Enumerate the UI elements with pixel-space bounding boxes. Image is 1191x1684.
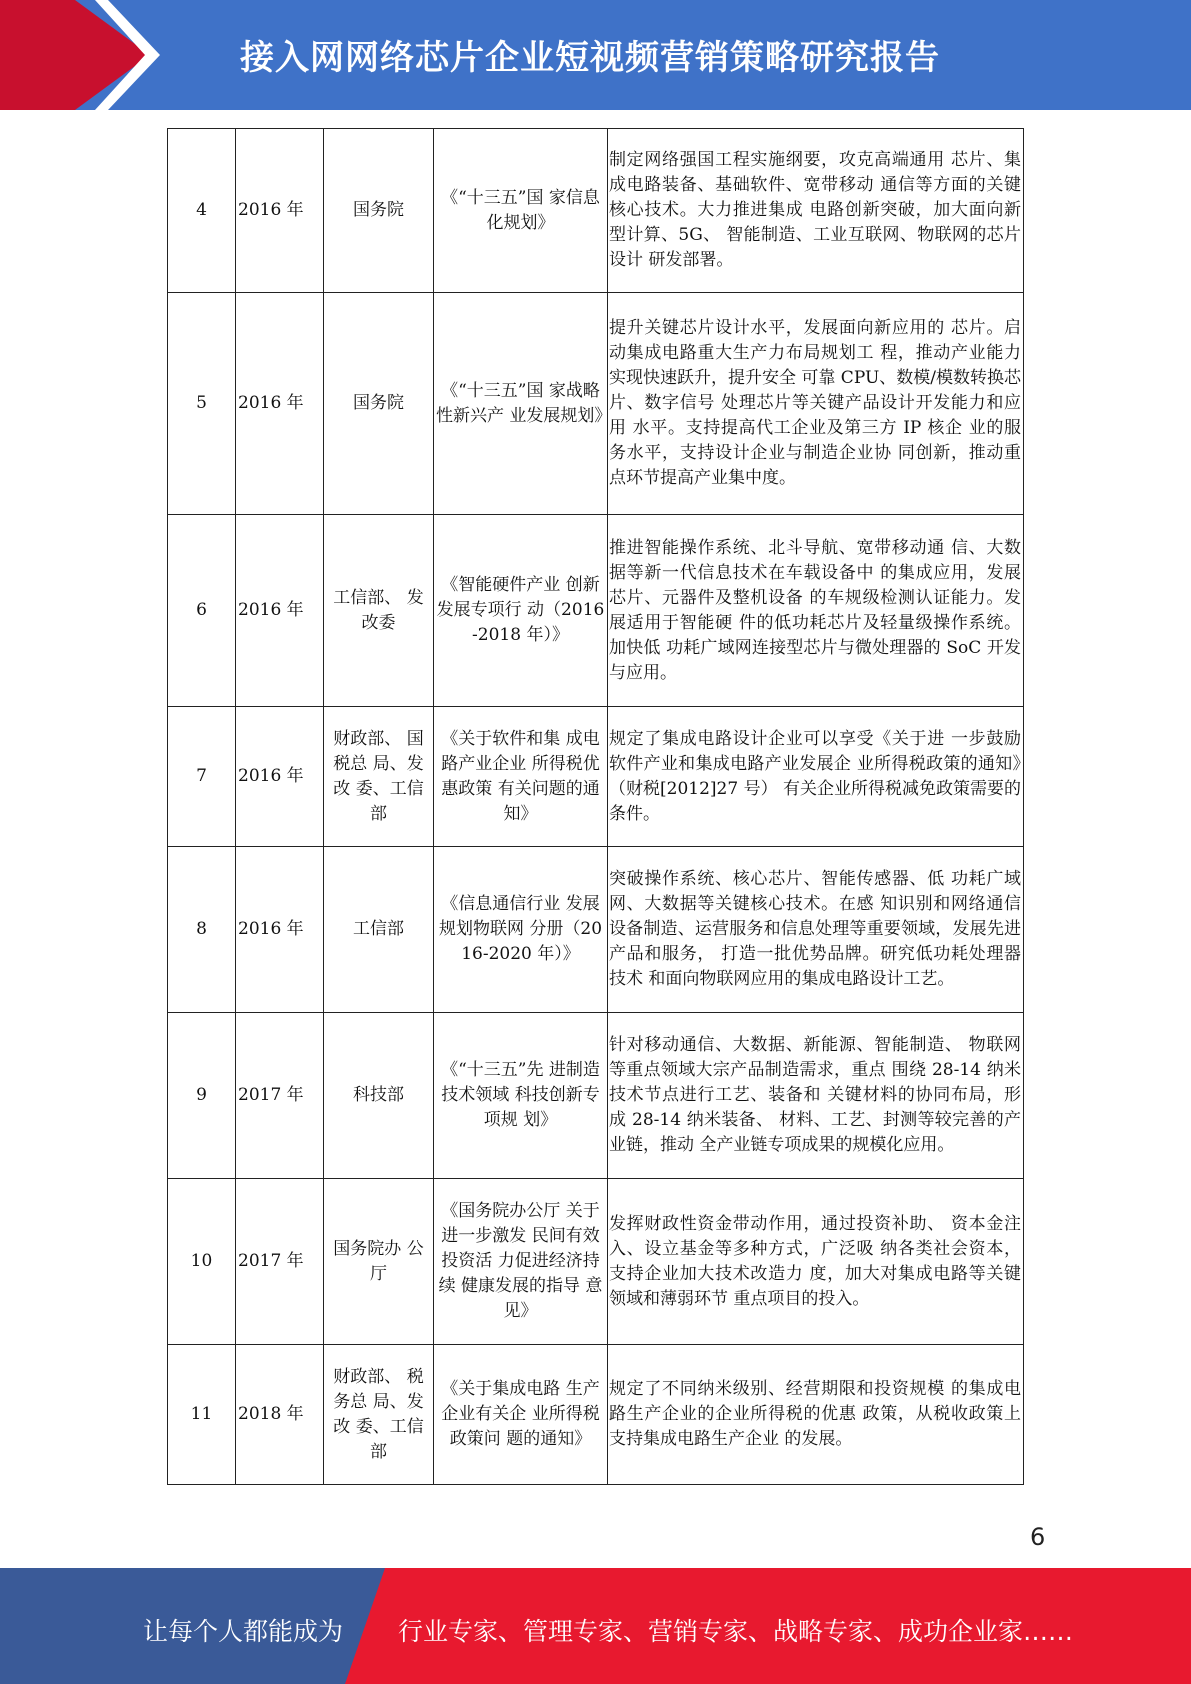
policy-table-container <box>167 128 1023 1485</box>
cell-document: 《关于软件和集 成电路产业企业 所得税优惠政策 有关问题的通 知》 <box>434 707 608 847</box>
table-row <box>168 1179 1024 1345</box>
cell-number: 10 <box>168 1179 236 1345</box>
cell-department: 国务院 <box>324 293 434 515</box>
cell-number: 5 <box>168 293 236 515</box>
cell-department: 财政部、 税务总 局、发改 委、工信 部 <box>324 1345 434 1485</box>
cell-description: 制定网络强国工程实施纲要，攻克高端通用 芯片、集成电路装备、基础软件、宽带移动 通信等方面的关键核心技术。大力推进集成 电路创新突破，加大面向新型计算、5G、 智能制造、工业互联网、物联网的芯片设计 研发部署。 <box>608 129 1024 293</box>
cell-year: 2016 年 <box>236 847 324 1013</box>
cell-number: 11 <box>168 1345 236 1485</box>
cell-description: 针对移动通信、大数据、新能源、智能制造、 物联网等重点领域大宗产品制造需求，重点 围绕 28-14 纳米技术节点进行工艺、装备和 关键材料的协同布局，形成 28-14 纳米装备、 材料、工艺、封测等较完善的产业链，推动 全产业链专项成果的规模化应用。 <box>608 1013 1024 1179</box>
cell-document: 《信息通信行业 发展规划物联网 分册（2016-2020 年）》 <box>434 847 608 1013</box>
cell-description: 规定了不同纳米级别、经营期限和投资规模 的集成电路生产企业的企业所得税的优惠 政策，从税收政策上支持集成电路生产企业 的发展。 <box>608 1345 1024 1485</box>
cell-description: 提升关键芯片设计水平，发展面向新应用的 芯片。启动集成电路重大生产力布局规划工 程，推动产业能力实现快速跃升，提升安全 可靠 CPU、数模/模数转换芯片、数字信号 处理芯片等关键产品设计开发能力和应用 水平。支持提高代工企业及第三方 IP 核企 业的服务水平，支持设计企业与制造企业协 同创新，推动重点环节提高产业集中度。 <box>608 293 1024 515</box>
cell-description: 规定了集成电路设计企业可以享受《关于进 一步鼓励软件产业和集成电路产业发展企 业所得税政策的通知》（财税[2012]27 号） 有关企业所得税减免政策需要的条件。 <box>608 707 1024 847</box>
cell-department: 工信部、 发改委 <box>324 515 434 707</box>
table-row <box>168 707 1024 847</box>
policy-table-body <box>168 129 1024 1485</box>
table-row <box>168 515 1024 707</box>
cell-document: 《国务院办公厅 关于进一步激发 民间有效投资活 力促进经济持续 健康发展的指导 意见》 <box>434 1179 608 1345</box>
cell-year: 2016 年 <box>236 707 324 847</box>
cell-document: 《关于集成电路 生产企业有关企 业所得税政策问 题的通知》 <box>434 1345 608 1485</box>
cell-department: 国务院办 公厅 <box>324 1179 434 1345</box>
cell-number: 4 <box>168 129 236 293</box>
page-number: 6 <box>1030 1523 1046 1551</box>
cell-number: 9 <box>168 1013 236 1179</box>
footer-slogan-right: 行业专家、管理专家、营销专家、战略专家、成功企业家…… <box>398 1617 1074 1646</box>
cell-document: 《“十三五”国 家战略性新兴产 业发展规划》 <box>434 293 608 515</box>
table-row <box>168 1013 1024 1179</box>
cell-department: 国务院 <box>324 129 434 293</box>
page-header <box>0 0 1191 110</box>
cell-department: 工信部 <box>324 847 434 1013</box>
cell-description: 推进智能操作系统、北斗导航、宽带移动通 信、大数据等新一代信息技术在车载设备中 的集成应用，发展芯片、元器件及整机设备 的车规级检测认证能力。发展适用于智能硬 件的低功耗芯片及轻量级操作系统。加快低 功耗广域网连接型芯片与微处理器的 SoC 开发与应用。 <box>608 515 1024 707</box>
header-red-arrow-shape <box>0 0 150 110</box>
page-footer <box>0 1568 1191 1684</box>
cell-year: 2016 年 <box>236 515 324 707</box>
table-row <box>168 293 1024 515</box>
cell-description: 突破操作系统、核心芯片、智能传感器、低 功耗广域网、大数据等关键核心技术。在感 知识别和网络通信设备制造、运营服务和信息处理等重要领域，发展先进产品和服务， 打造一批优势品牌。研究低功耗处理器技术 和面向物联网应用的集成电路设计工艺。 <box>608 847 1024 1013</box>
cell-year: 2016 年 <box>236 293 324 515</box>
cell-year: 2016 年 <box>236 129 324 293</box>
cell-year: 2017 年 <box>236 1179 324 1345</box>
cell-year: 2017 年 <box>236 1013 324 1179</box>
cell-department: 科技部 <box>324 1013 434 1179</box>
cell-number: 8 <box>168 847 236 1013</box>
table-row <box>168 847 1024 1013</box>
cell-document: 《“十三五”先 进制造技术领域 科技创新专项规 划》 <box>434 1013 608 1179</box>
cell-year: 2018 年 <box>236 1345 324 1485</box>
table-row <box>168 1345 1024 1485</box>
footer-slogan-left: 让每个人都能成为 <box>143 1617 344 1646</box>
cell-number: 6 <box>168 515 236 707</box>
cell-description: 发挥财政性资金带动作用，通过投资补助、 资本金注入、设立基金等多种方式，广泛吸 纳各类社会资本，支持企业加大技术改造力 度，加大对集成电路等关键领域和薄弱环节 重点项目的投入。 <box>608 1179 1024 1345</box>
cell-document: 《“十三五”国 家信息化规划》 <box>434 129 608 293</box>
table-row <box>168 129 1024 293</box>
cell-document: 《智能硬件产业 创新发展专项行 动（2016-2018 年）》 <box>434 515 608 707</box>
policy-table <box>167 128 1024 1485</box>
report-title: 接入网网络芯片企业短视频营销策略研究报告 <box>240 38 940 78</box>
cell-number: 7 <box>168 707 236 847</box>
cell-department: 财政部、 国税总 局、发改 委、工信 部 <box>324 707 434 847</box>
